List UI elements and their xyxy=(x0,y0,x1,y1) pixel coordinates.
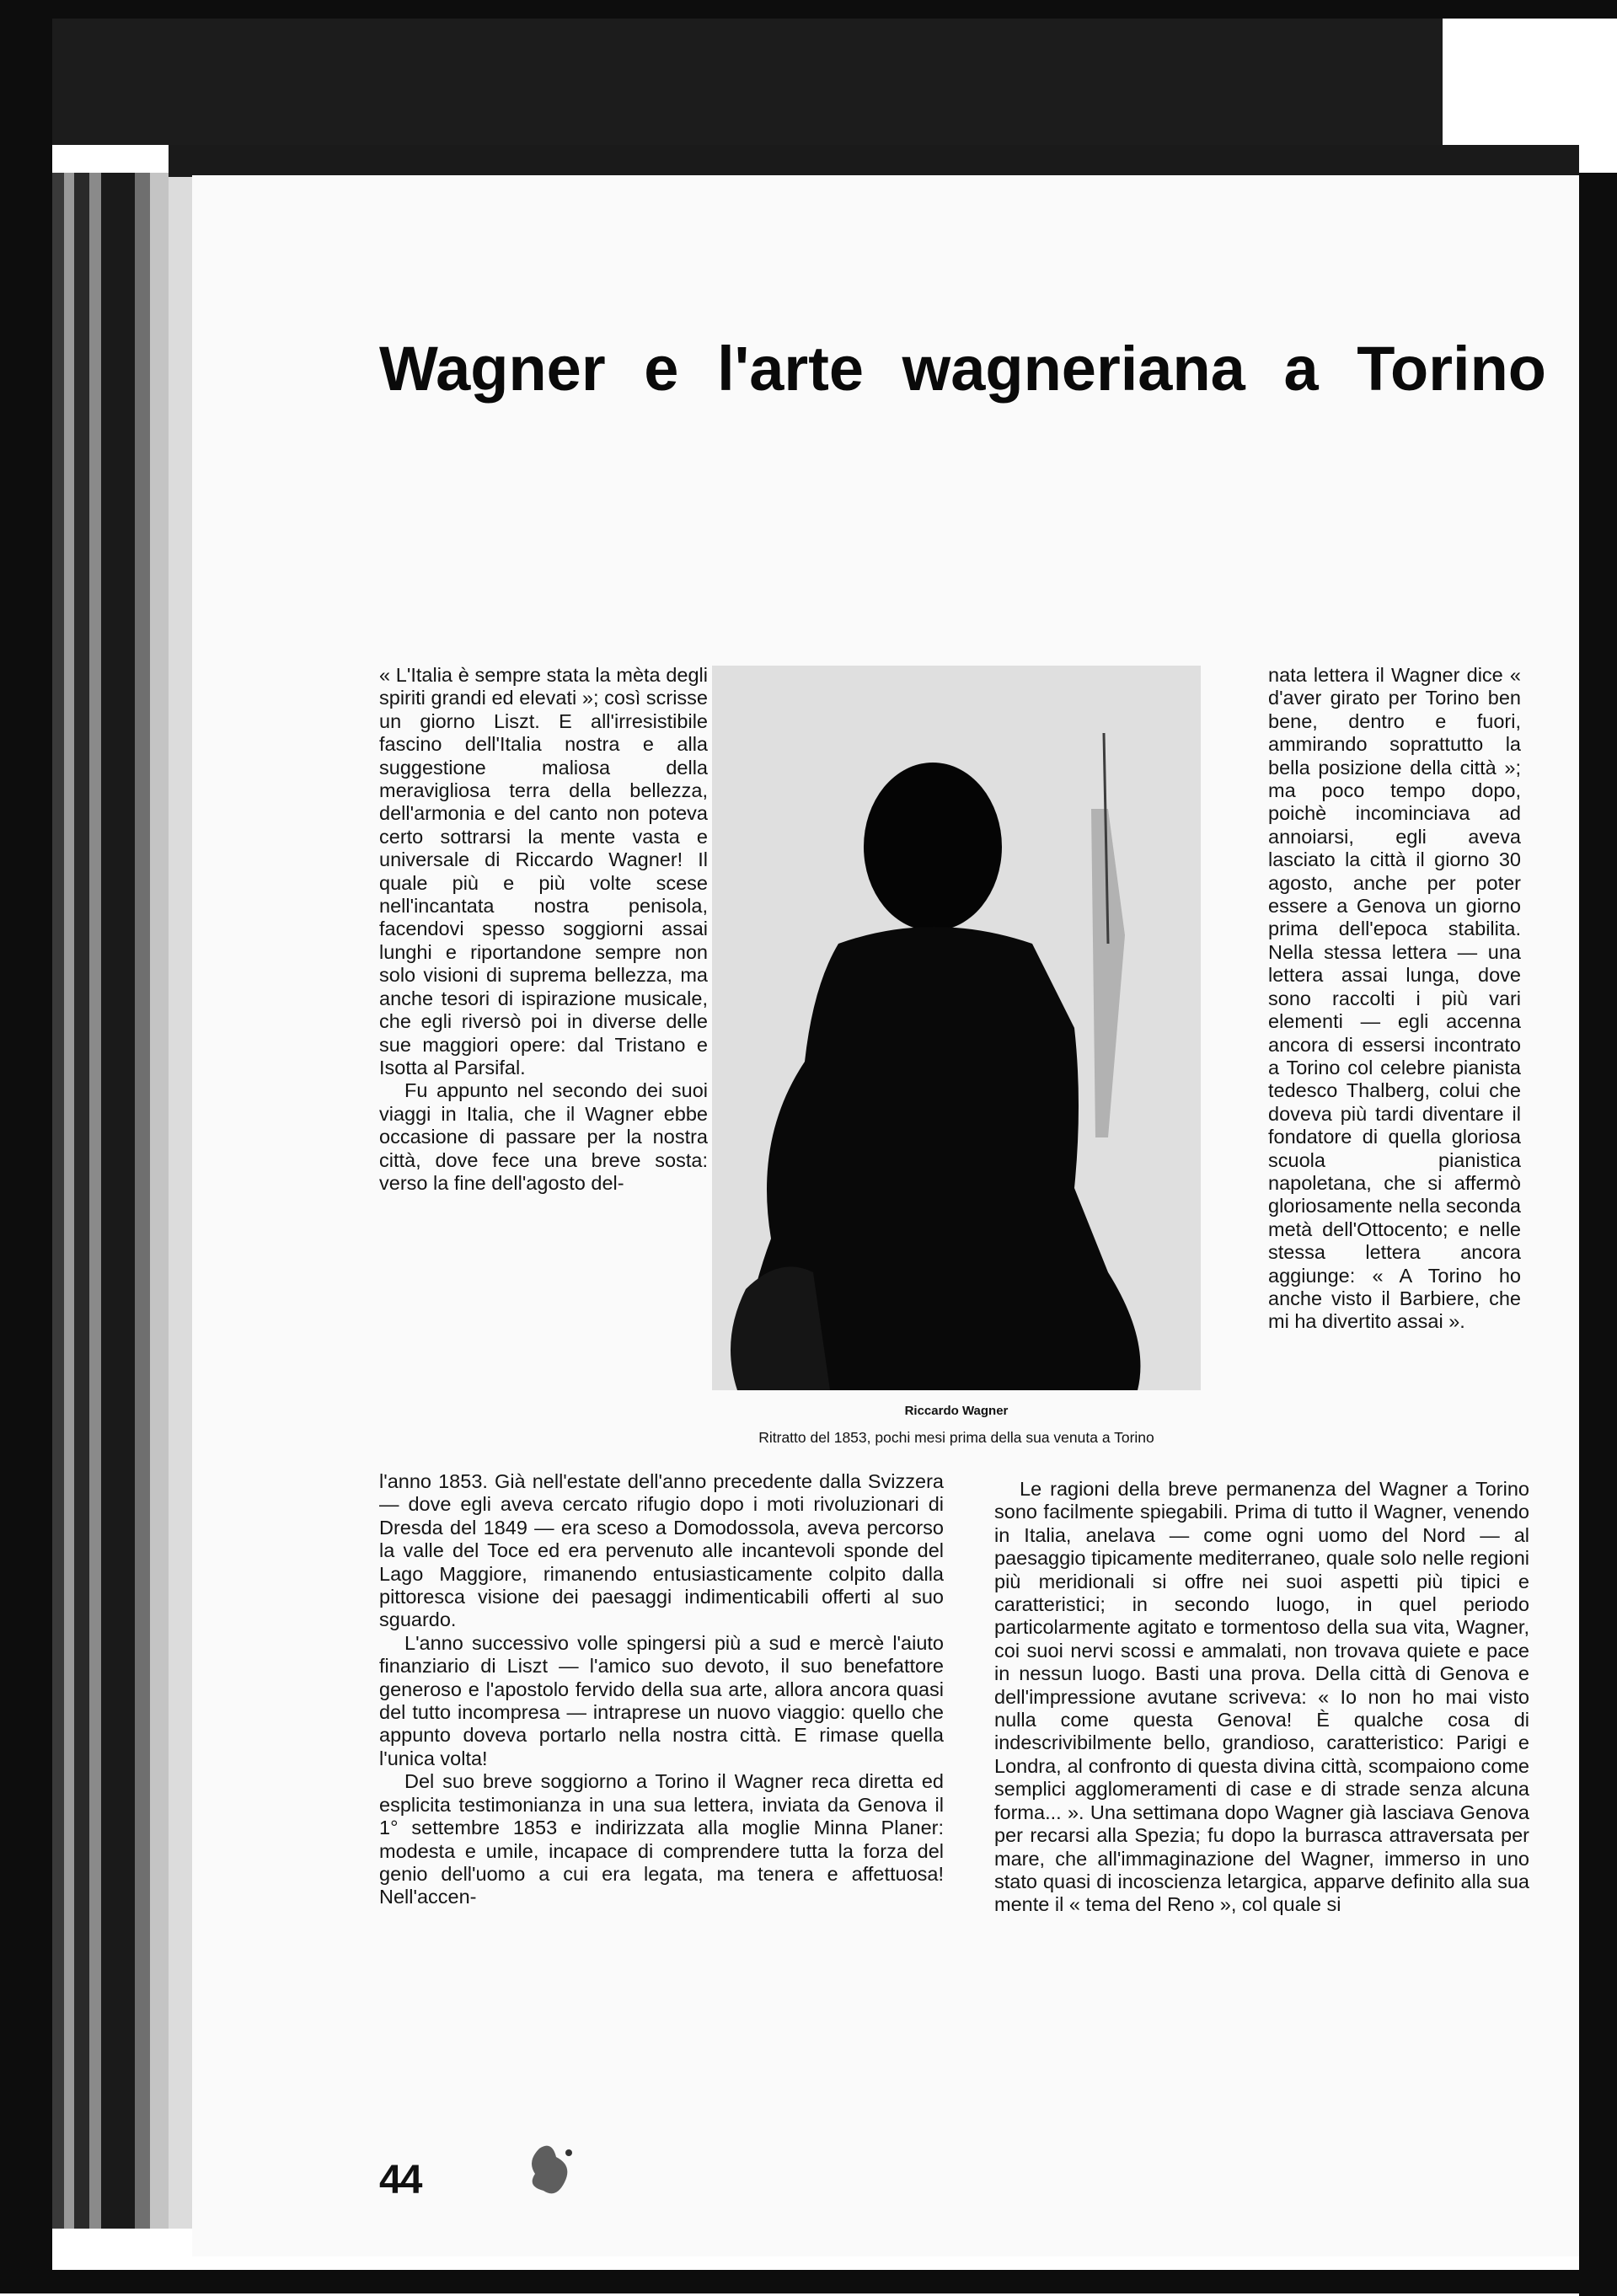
page-stack-edge xyxy=(169,173,192,2229)
paragraph: Le ragioni della breve permanenza del Wagner a Torino sono facilmente spiegabili. Prima di tutto il Wagner, venendo in Italia, anelava — come ogni uomo del Nord — al paesaggio tipicamente mediterraneo, quale solo nelle regioni più meridionali si offre nei suoi aspetti più tipici e caratteristici; in secondo luogo, in quel periodo particolarmente agitato e tormentoso della sua vita, Wagner, coi suoi nervi scossi e ammalati, non trovava quiete e pace in nessun luogo. Basti una prova. Della città di Genova e dell'impressione avutane scriveva: « Io non ho mai visto nulla come questa Genova! È qualche cosa di indescrivibilmente bello, grandioso, caratteristico: Parigi e Londra, al confronto di questa divina città, scompaiono come semplici agglomeramenti di case e di strade senza alcuna forma... ». Una settimana dopo Wagner già lasciava Genova per recarsi alla Spezia; fu dopo la burrasca attraversata per mare, che all'immaginazione del Wagner, immerso in uno stato quasi di incoscienza letargica, apparve definito alla sua mente il « tema del Reno », col quale si xyxy=(994,1478,1529,1916)
page-number: 44 xyxy=(379,2158,421,2202)
title-word: wagneriana xyxy=(902,334,1245,404)
page-stack-edge xyxy=(74,173,89,2229)
title-word: Wagner xyxy=(379,334,606,404)
paragraph: « L'Italia è sempre stata la mèta degli spiriti grandi ed elevati »; così scrisse un giorno Liszt. E all'irresistibile fascino dell'Italia nostra e alla suggestione maliosa della meravigliosa terra della bellezza, dell'armonia e del canto non poteva certo sottrarsi la mente vasta e universale di Riccardo Wagner! Il quale più e più volte scese nell'incantata nostra penisola, facendovi spesso soggiorni assai lunghi e riportandone sempre non solo visioni di suprema bellezza, ma anche tesori di ispirazione musicale, che egli riversò poi in diverse delle sue maggiori opere: dal Tristano e Isotta al Parsifal. xyxy=(379,664,708,1078)
scan-shadow-top xyxy=(169,145,1579,177)
scan-border-right xyxy=(1579,173,1617,2296)
article-title xyxy=(379,333,1546,404)
scan-background-page xyxy=(52,19,1443,145)
paragraph: nata lettera il Wagner dice « d'aver girato per Torino ben bene, dentro e fuori, ammirando soprattutto la bella posizione della città »; ma poco tempo dopo, poichè incominciava ad annoiarsi, egli aveva lasciato la città il giorno 30 agosto, anche per poter essere a Genova un giorno prima dell'epoca stabilita. Nella stessa lettera — una lettera assai lunga, dove sono raccolti i più vari elementi — egli accenna ancora di essersi incontrato a Torino col celebre pianista tedesco Thalberg, colui che doveva più tardi diventare il fondatore di quella gloriosa scuola pianistica napoletana, che si affermò gloriosamente nella seconda metà dell'Ottocento; e nelle stessa lettera ancora aggiunge: « A Torino ho anche visto il Barbiere, che mi ha divertito assai ». xyxy=(1268,664,1521,1333)
paragraph: l'anno 1853. Già nell'estate dell'anno precedente dalla Svizzera — dove egli aveva cercato rifugio dopo i moti rivoluzionari di Dresda del 1849 — era sceso a Domodossola, aveva percorso la valle del Toce ed era pervenuto alle incantevoli sponde del Lago Maggiore, rimanendo entusiasticamente colpito dalla pittoresca visione dei paesaggi indimenticabili offerti al suo sguardo. xyxy=(379,1470,944,1631)
paragraph: L'anno successivo volle spingersi più a sud e mercè l'aiuto finanziario di Liszt — l'amico suo devoto, il suo benefattore generoso e l'apostolo fervido della sua arte, allora ancora quasi del tutto incompresa — intraprese un nuovo viaggio: quello che appunto doveva portarlo nella nostra città. E rimase quella l'unica volta! xyxy=(379,1631,944,1769)
title-word: Torino xyxy=(1357,334,1546,404)
page-stack-edge xyxy=(89,173,101,2229)
page-stack-edge xyxy=(64,173,74,2229)
scan-border-bottom xyxy=(0,2270,1617,2293)
wagner-portrait xyxy=(712,666,1201,1390)
title-word: e xyxy=(644,334,679,404)
photo-caption-name: Riccardo Wagner xyxy=(904,1404,1009,1418)
body-column-right xyxy=(1268,664,1521,1334)
title-word: a xyxy=(1283,334,1319,404)
ink-smudge xyxy=(522,2140,581,2208)
title-word: l'arte xyxy=(717,334,865,404)
body-column-left xyxy=(379,664,708,1195)
body-column-bottom-left xyxy=(379,1470,944,1909)
scan-border-left xyxy=(0,0,52,2293)
page-stack-edge xyxy=(150,173,169,2229)
paragraph: Del suo breve soggiorno a Torino il Wagner reca diretta ed esplicita testimonianza in una sua lettera, inviata da Genova il 1° settembre 1853 e indirizzata alla moglie Minna Planer: modesta e umile, incapace di comprendere tutta la forza del genio dell'uomo a cui era legata, ma tenera e affettuosa! Nell'accen- xyxy=(379,1770,944,1908)
paragraph: Fu appunto nel secondo dei suoi viaggi in Italia, che il Wagner ebbe occasione di passare per la nostra città, dove fece una breve sosta: verso la fine dell'agosto del- xyxy=(379,1079,708,1194)
scan-border-top xyxy=(0,0,1617,19)
page-stack-edge xyxy=(52,173,64,2229)
page-stack-edge xyxy=(101,173,135,2229)
page-stack-edge xyxy=(135,173,150,2229)
photo-caption: Ritratto del 1853, pochi mesi prima della sua venuta a Torino xyxy=(758,1429,1154,1446)
body-column-bottom-right xyxy=(994,1478,1529,1917)
